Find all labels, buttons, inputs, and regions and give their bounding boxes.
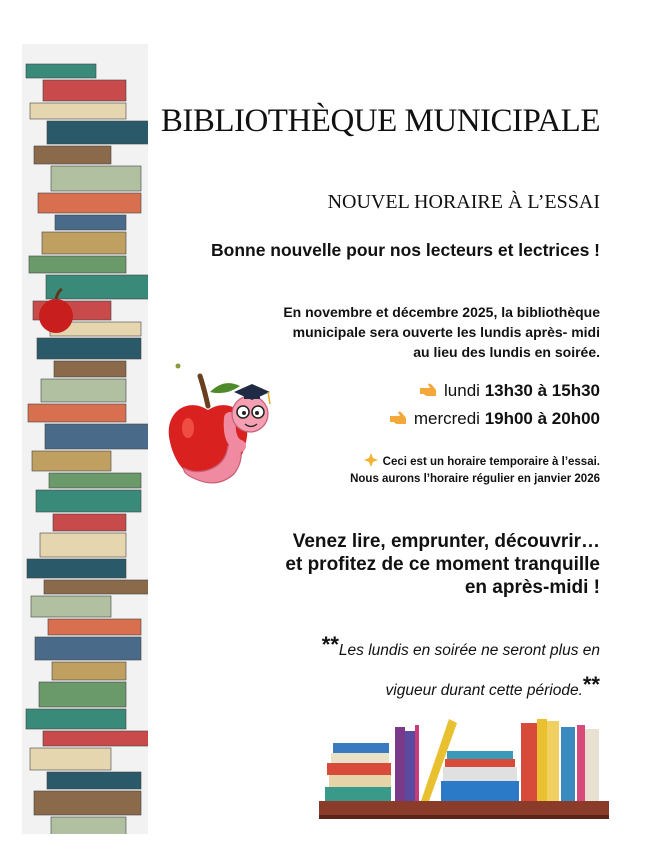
stacked-book bbox=[39, 682, 126, 707]
stacked-book bbox=[40, 533, 126, 557]
stacked-book bbox=[43, 731, 148, 746]
invite-line: en après-midi ! bbox=[464, 577, 600, 598]
book-stack-illustration bbox=[16, 44, 148, 834]
stacked-book bbox=[32, 451, 111, 471]
bookshelf-illustration bbox=[315, 715, 611, 825]
stacked-book bbox=[52, 662, 126, 680]
stacked-book bbox=[28, 404, 126, 422]
invite-line: et profitez de ce moment tranquille bbox=[285, 554, 600, 575]
stacked-book bbox=[29, 256, 126, 273]
stacked-book bbox=[27, 559, 126, 578]
stacked-book bbox=[34, 146, 111, 164]
pointing-hand-icon bbox=[418, 382, 440, 398]
intro-line: En novembre et décembre 2025, la bibliothèque bbox=[283, 304, 600, 320]
stacked-book bbox=[26, 64, 96, 78]
page-subtitle: NOUVEL HORAIRE À L’ESSAI bbox=[327, 191, 600, 213]
stacked-book bbox=[37, 338, 141, 359]
stacked-book bbox=[46, 275, 148, 299]
invitation-text bbox=[180, 530, 600, 599]
stacked-book bbox=[49, 473, 141, 488]
intro-line: au lieu des lundis en soirée. bbox=[413, 344, 600, 360]
stacked-book bbox=[51, 166, 141, 191]
stacked-book bbox=[41, 379, 126, 402]
pointing-hand-icon bbox=[388, 410, 410, 426]
intro-line: municipale sera ouverte les lundis après- midi bbox=[292, 324, 600, 340]
stacked-book bbox=[31, 596, 111, 617]
temporary-note bbox=[250, 453, 600, 488]
page-title: BIBLIOTHÈQUE MUNICIPALE bbox=[160, 103, 600, 139]
schedule-day: lundi bbox=[444, 381, 480, 400]
schedule-wednesday bbox=[300, 409, 600, 429]
warning-line: Les lundis en soirée ne seront plus en bbox=[338, 642, 600, 659]
evening-closure-warning bbox=[220, 628, 600, 708]
schedule-hours: 13h30 à 15h30 bbox=[484, 381, 600, 400]
stacked-book bbox=[47, 772, 141, 789]
stacked-book bbox=[34, 791, 141, 815]
note-line: Nous aurons l’horaire régulier en janvier 2026 bbox=[350, 473, 600, 485]
stacked-book bbox=[30, 748, 111, 770]
stacked-book bbox=[45, 424, 148, 449]
note-line: Ceci est un horaire temporaire à l’essai. bbox=[382, 456, 600, 468]
asterisks: ** bbox=[582, 672, 600, 697]
invite-line: Venez lire, emprunter, découvrir… bbox=[292, 531, 600, 552]
stacked-book bbox=[54, 361, 126, 377]
stacked-book bbox=[53, 514, 126, 531]
warning-line: vigueur durant cette période. bbox=[385, 682, 583, 699]
schedule-day: mercredi bbox=[413, 409, 480, 428]
schedule-hours: 19h00 à 20h00 bbox=[484, 409, 600, 428]
stacked-book bbox=[35, 637, 141, 660]
stacked-book bbox=[38, 193, 141, 213]
stacked-book bbox=[44, 580, 148, 594]
stacked-book bbox=[51, 817, 126, 834]
stacked-book bbox=[48, 619, 141, 635]
stacked-book bbox=[26, 709, 126, 729]
asterisks: ** bbox=[321, 632, 339, 657]
stacked-book bbox=[55, 215, 126, 230]
headline: Bonne nouvelle pour nos lecteurs et lectrices ! bbox=[211, 240, 600, 260]
schedule-monday bbox=[300, 381, 600, 401]
stacked-book bbox=[43, 80, 126, 101]
stacked-book bbox=[42, 232, 126, 254]
intro-paragraph bbox=[200, 302, 600, 362]
sparkles-icon bbox=[363, 453, 379, 467]
stacked-book bbox=[47, 121, 148, 144]
stacked-book bbox=[36, 490, 141, 512]
stacked-book bbox=[30, 103, 126, 119]
